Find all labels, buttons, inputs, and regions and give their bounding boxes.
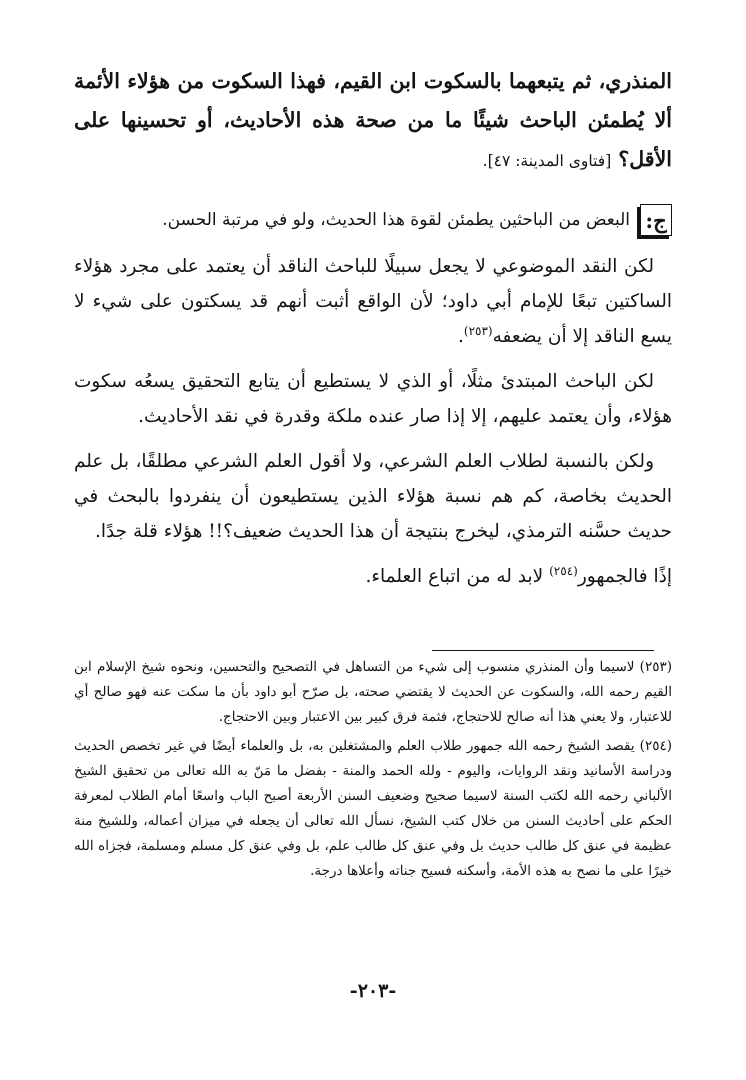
paragraph-4-start: إذًا فالجمهور bbox=[577, 566, 672, 587]
paragraph-1 bbox=[74, 249, 672, 354]
paragraph-1-text: لكن النقد الموضوعي لا يجعل سبيلًا للباحث الناقد أن يعتمد على مجرد هؤلاء الساكتين تبعًا للإمام أبي داود؛ لأن الواقع أثبت أنهم قد يسكتون على شيء لا يسع الناقد إلا أن يضعفه bbox=[74, 256, 672, 347]
footnote-number: (٢٥٤) bbox=[639, 738, 672, 754]
question-body: المنذري، ثم يتبعهما بالسكوت ابن القيم، فهذا السكوت من هؤلاء الأئمة ألا يُطمئن الباحث شيئًا ما من صحة هذه الأحاديث، أو تحسينها على الأقل؟ bbox=[74, 69, 672, 171]
question-reference: [فتاوى المدينة: ٤٧]. bbox=[482, 152, 612, 170]
footnote-ref-254: (٢٥٤) bbox=[549, 563, 578, 578]
footnotes bbox=[74, 655, 672, 888]
page-number: -٢٠٣- bbox=[349, 980, 397, 1002]
paragraph-3: ولكن بالنسبة لطلاب العلم الشرعي، ولا أقول العلم الشرعي مطلقًا، بل علم الحديث بخاصة، كم هم نسبة هؤلاء الذين يستطيعون أن ينفردوا بالبحث في حديث حسَّنه الترمذي، ليخرج بنتيجة أن هذا الحديث ضعيف؟!! هؤلاء قلة جدًا. bbox=[74, 451, 672, 542]
footnote-number: (٢٥٣) bbox=[639, 659, 672, 675]
footnote-text: لاسيما وأن المنذري منسوب إلى شيء من التساهل في التصحيح والتحسين، ونحوه شيخ الإسلام ابن القيم رحمه الله، والسكوت عن الحديث لا يقتضي صحته، بل صرّح أبو داود بأن ما سكت عنه فهو صالح أي للاعتبار، ولا يعني هذا أنه صالح للاحتجاج، فثمة فرق كبير بين الاعتبار وبين الاحتجاج. bbox=[74, 659, 672, 725]
footnote-text: يقصد الشيخ رحمه الله جمهور طلاب العلم والمشتغلين به، بل والعلماء أيضًا في غير تخصص الحديث ودراسة الأسانيد ونقد الروايات، واليوم - ولله الحمد والمنة - بفضل ما مَنّ به الله تعالى من تحقيق الشيخ الألباني رحمه الله لكتب السنة لاسيما صحيح وضعيف السنن الأربعة أصبح الباب واسعًا أمام الطلاب لمعرفة الحكم على أحاديث السنن من خلال كتب الشيخ، نسأل الله تعالى أن يجعله في ميزان أعماله، وللشيخ منة عظيمة في عنق كل طالب حديث بل وفي عنق كل طالب علم، بل وفي عنق كل مسلم ومسلمة، فجزاه الله خيرًا على ما نصح به هذه الأمة، وأسكنه فسيح جناته وأعلاها درجة. bbox=[74, 738, 672, 879]
question-text bbox=[74, 62, 672, 181]
footnote-254 bbox=[74, 734, 672, 884]
paragraph-1-end: . bbox=[458, 326, 464, 347]
paragraph-4-end: لابد له من اتباع العلماء. bbox=[365, 566, 550, 587]
answer-row bbox=[74, 203, 672, 237]
paragraph-4 bbox=[74, 559, 672, 594]
answer-text: البعض من الباحثين يطمئن لقوة هذا الحديث، ولو في مرتبة الحسن. bbox=[162, 210, 630, 230]
footnote-253 bbox=[74, 655, 672, 730]
answer-marker: ج: bbox=[640, 204, 672, 236]
page-body bbox=[74, 62, 672, 594]
paragraph-2: لكن الباحث المبتدئ مثلًا، أو الذي لا يستطيع أن يتابع التحقيق يسعُه سكوت هؤلاء، وأن يعتمد عليهم، إلا إذا صار عنده ملكة وقدرة في نقد الأحاديث. bbox=[74, 371, 672, 427]
footnote-divider bbox=[432, 650, 654, 651]
footnote-ref-253: (٢٥٣) bbox=[463, 323, 493, 338]
